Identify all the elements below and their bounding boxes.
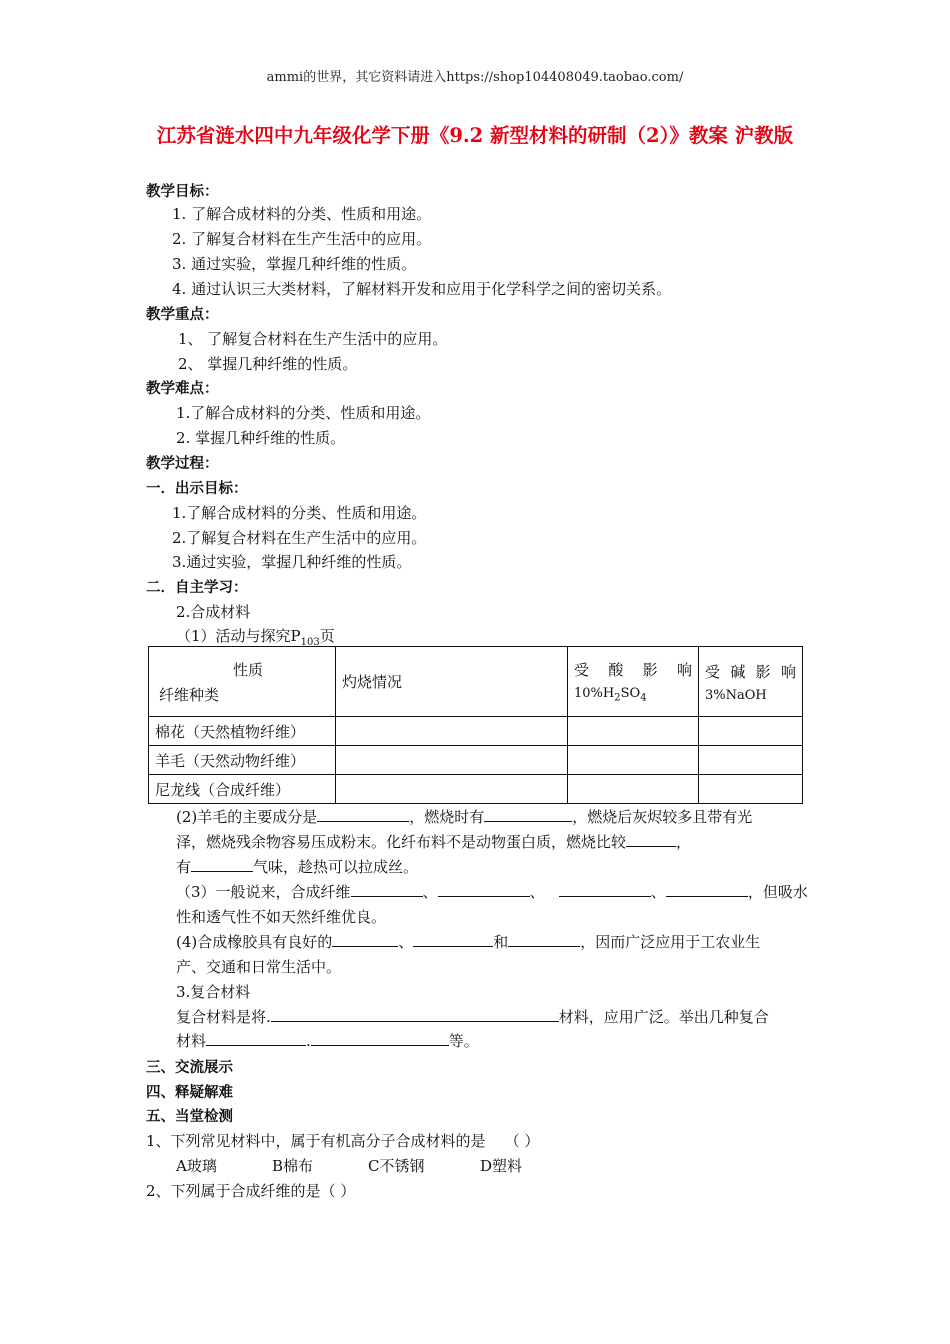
answer-paren[interactable]: （ ）	[504, 1132, 540, 1150]
q3-text: （3）一般说来，合成纤维	[176, 883, 351, 901]
base-cell	[699, 717, 803, 746]
answer-blank[interactable]	[413, 931, 493, 947]
difficulties-heading: 教学难点：	[146, 381, 219, 397]
key-point-item: 1、 了解复合材料在生产生活中的应用。	[178, 330, 448, 348]
acid-formula-sub: 4	[640, 692, 647, 704]
process-heading: 教学过程：	[146, 456, 219, 472]
q3-text: ，但吸水	[747, 883, 808, 901]
fiber-name-cell: 羊毛（天然动物纤维）	[149, 746, 336, 775]
answer-blank[interactable]	[484, 806, 572, 822]
q4-text: ，因而广泛应用于工农业生	[580, 933, 761, 951]
q3-text: 、	[422, 883, 438, 901]
base-formula: 3%NaOH	[705, 687, 767, 703]
answer-blank[interactable]	[191, 856, 253, 872]
q2-text: 气味，趁热可以拉成丝。	[253, 858, 419, 876]
base-header-char: 碱	[730, 662, 746, 681]
burn-header-cell	[336, 647, 568, 717]
difficulty-item: 1.了解合成材料的分类、性质和用途。	[176, 404, 431, 422]
base-cell	[699, 775, 803, 804]
burn-header: 灼烧情况	[342, 673, 403, 691]
section1-item: 2.了解复合材料在生产生活中的应用。	[172, 529, 427, 547]
base-header-cell	[699, 647, 803, 717]
section3-heading: 三、交流展示	[146, 1060, 233, 1076]
question4-line2: 产、交通和日常生活中。	[176, 958, 342, 976]
acid-formula-part: SO	[620, 686, 641, 702]
test-question-2: 2、下列属于合成纤维的是（ ）	[146, 1182, 356, 1200]
question4-line1	[176, 931, 760, 952]
section1-heading: 一．出示目标：	[146, 481, 248, 497]
table-header-row	[149, 647, 803, 717]
base-header-char: 影	[755, 662, 771, 681]
q4-text: 和	[493, 933, 509, 951]
section1-item: 1.了解合成材料的分类、性质和用途。	[172, 504, 427, 522]
option-d[interactable]: D塑料	[480, 1157, 523, 1175]
acid-formula-sub: 2	[614, 692, 621, 704]
acid-header-char: 响	[676, 661, 692, 680]
q2-text: ，	[676, 833, 692, 851]
section4-heading: 四、释疑解难	[146, 1085, 233, 1101]
composite-text: 材料，应用广泛。举出几种复合	[558, 1008, 769, 1026]
acid-header	[574, 659, 692, 680]
acid-header-char: 酸	[608, 661, 624, 680]
q4-text: 、	[398, 933, 414, 951]
acid-header-cell	[568, 647, 699, 717]
answer-blank[interactable]	[508, 931, 580, 947]
q3-text: 、	[650, 883, 666, 901]
acid-cell	[568, 717, 699, 746]
synthetic-materials-subheading: 2.合成材料	[176, 603, 251, 621]
goal-item: 2. 了解复合材料在生产生活中的应用。	[172, 230, 432, 248]
question3-line1	[176, 881, 808, 902]
base-header-char: 受	[705, 662, 721, 681]
fiber-properties-table	[148, 646, 803, 804]
goals-heading: 教学目标：	[146, 184, 219, 200]
answer-blank[interactable]	[559, 881, 651, 897]
fiber-name-cell: 棉花（天然植物纤维）	[149, 717, 336, 746]
acid-header-char: 受	[574, 661, 590, 680]
document-title: 江苏省涟水四中九年级化学下册《9.2 新型材料的研制（2）》教案 沪教版	[156, 124, 794, 147]
corner-fiber-label: 纤维种类	[159, 685, 220, 704]
activity-line	[176, 625, 335, 648]
q4-text: (4)合成橡胶具有良好的	[176, 933, 333, 951]
composite-line1	[176, 1006, 769, 1027]
base-cell	[699, 746, 803, 775]
composite-text: .	[306, 1032, 311, 1050]
fiber-name-cell: 尼龙线（合成纤维）	[149, 775, 336, 804]
q3-text: 、	[529, 883, 545, 901]
base-header	[705, 661, 796, 682]
answer-blank[interactable]	[206, 1030, 306, 1046]
section1-item: 3.通过实验，掌握几种纤维的性质。	[172, 553, 412, 571]
activity-suffix: 页	[319, 627, 335, 645]
table-row	[149, 775, 803, 804]
option-b[interactable]: B棉布	[272, 1157, 314, 1175]
acid-cell	[568, 746, 699, 775]
acid-cell	[568, 775, 699, 804]
base-header-char: 响	[780, 662, 796, 681]
q2-text: 泽，燃烧残余物容易压成粉末。化纤布料不是动物蛋白质，燃烧比较	[176, 833, 627, 851]
composite-text: 材料	[176, 1032, 207, 1050]
burn-cell	[336, 717, 568, 746]
answer-blank[interactable]	[317, 806, 409, 822]
goal-item: 4. 通过认识三大类材料，了解材料开发和应用于化学科学之间的密切关系。	[172, 280, 672, 298]
composite-text: 等。	[448, 1032, 479, 1050]
answer-blank[interactable]	[666, 881, 748, 897]
q2-text: 有	[176, 858, 192, 876]
goal-item: 3. 通过实验，掌握几种纤维的性质。	[172, 255, 417, 273]
answer-blank[interactable]	[271, 1006, 559, 1022]
difficulty-item: 2. 掌握几种纤维的性质。	[176, 429, 346, 447]
goal-item: 1. 了解合成材料的分类、性质和用途。	[172, 205, 432, 223]
composite-text: 复合材料是将.	[176, 1008, 271, 1026]
answer-blank[interactable]	[311, 1030, 449, 1046]
burn-cell	[336, 746, 568, 775]
question2-line1	[176, 806, 752, 827]
composite-subheading: 3.复合材料	[176, 983, 251, 1001]
answer-blank[interactable]	[626, 831, 676, 847]
page-header: ammi的世界，其它资料请进入https://shop104408049.taobao.com/	[266, 70, 684, 85]
key-point-item: 2、 掌握几种纤维的性质。	[178, 355, 358, 373]
q2-text: ，燃烧时有	[409, 808, 485, 826]
test-question-1	[146, 1130, 539, 1151]
question3-line2: 性和透气性不如天然纤维优良。	[176, 908, 387, 926]
question2-line2	[176, 831, 691, 852]
option-a[interactable]: A玻璃	[176, 1157, 217, 1175]
composite-line2	[176, 1030, 479, 1051]
burn-cell	[336, 775, 568, 804]
option-c[interactable]: C不锈钢	[368, 1157, 425, 1175]
acid-header-char: 影	[642, 661, 658, 680]
q2-text: (2)羊毛的主要成分是	[176, 808, 318, 826]
activity-text: （1）活动与探究P	[176, 627, 301, 645]
section2-heading: 二．自主学习：	[146, 580, 248, 596]
answer-blank[interactable]	[438, 881, 530, 897]
activity-page-number: 103	[300, 637, 320, 648]
acid-formula	[574, 686, 692, 704]
corner-property-label: 性质	[233, 660, 264, 679]
answer-blank[interactable]	[351, 881, 423, 897]
table-row	[149, 717, 803, 746]
q2-text: ，燃烧后灰烬较多且带有光	[572, 808, 753, 826]
table-corner-cell	[149, 647, 336, 717]
answer-blank[interactable]	[332, 931, 398, 947]
question-text: 1、下列常见材料中，属于有机高分子合成材料的是	[146, 1132, 486, 1150]
question2-line3	[176, 856, 418, 877]
table-row	[149, 746, 803, 775]
key-points-heading: 教学重点：	[146, 307, 219, 323]
acid-formula-part: 10%H	[574, 686, 615, 702]
section5-heading: 五、当堂检测	[146, 1109, 233, 1125]
